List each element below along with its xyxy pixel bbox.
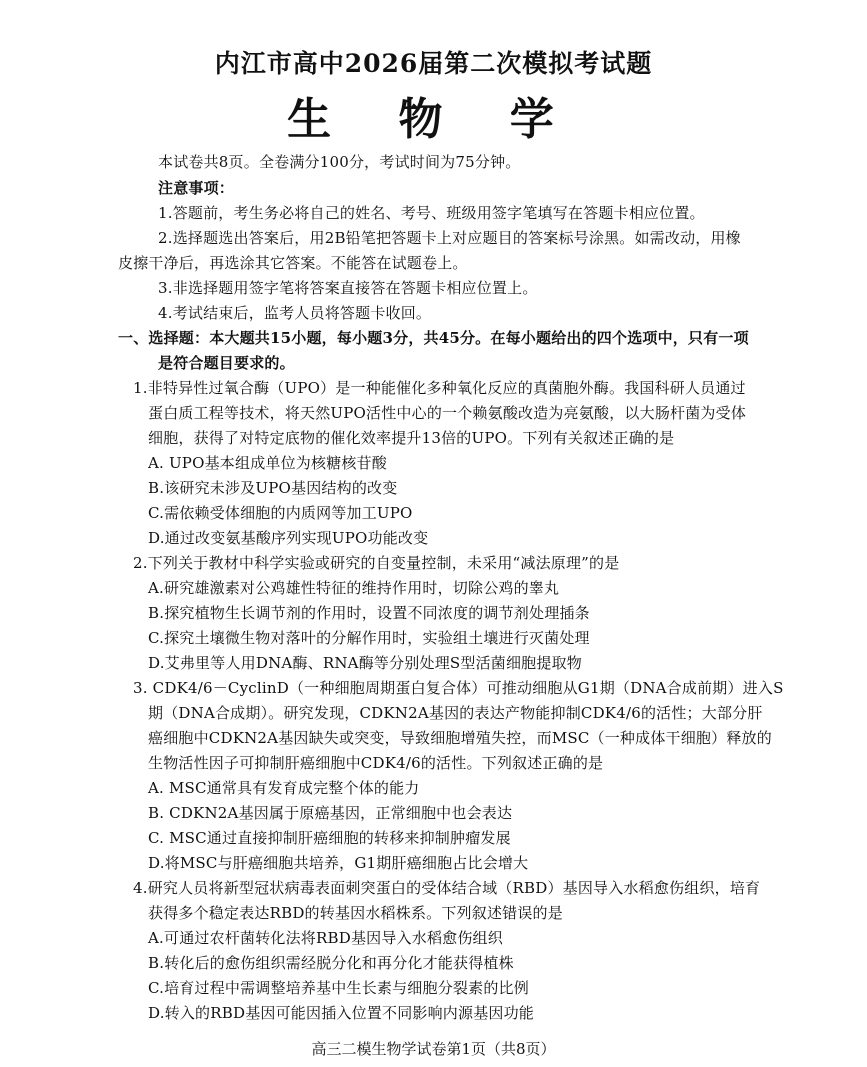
question-stem: 1.非特异性过氧合酶（UPO）是一种能催化多种氧化反应的真菌胞外酶。我国科研人员通过 xyxy=(133,379,746,397)
question-stem: 期（DNA合成期）。研究发现，CDKN2A基因的表达产物能抑制CDK4/6的活性；大部分肝 xyxy=(148,704,763,722)
answer-option: D.将MSC与肝癌细胞共培养，G1期肝癌细胞占比会增大 xyxy=(148,854,529,872)
question-stem: 获得多个稳定表达RBD的转基因水稻株系。下列叙述错误的是 xyxy=(148,904,563,922)
answer-option: D.通过改变氨基酸序列实现UPO功能改变 xyxy=(148,529,429,547)
notice-item: 4.考试结束后，监考人员将答题卡收回。 xyxy=(158,304,432,322)
question-stem: 2.下列关于教材中科学实验或研究的自变量控制，未采用“减法原理”的是 xyxy=(133,554,620,572)
answer-option: D.转入的RBD基因可能因插入位置不同影响内源基因功能 xyxy=(148,1004,535,1022)
answer-option: A.研究雄激素对公鸡雄性特征的维持作用时，切除公鸡的睾丸 xyxy=(148,579,560,597)
answer-option: C.探究土壤微生物对落叶的分解作用时，实验组土壤进行灭菌处理 xyxy=(148,629,590,647)
answer-option: C.培育过程中需调整培养基中生长素与细胞分裂素的比例 xyxy=(148,979,529,997)
answer-option: A. UPO基本组成单位为核糖核苷酸 xyxy=(148,454,388,472)
answer-option: A.可通过农杆菌转化法将RBD基因导入水稻愈伤组织 xyxy=(148,929,503,947)
answer-option: C.需依赖受体细胞的内质网等加工UPO xyxy=(148,504,413,522)
notice-item: 1.答题前，考生务必将自己的姓名、考号、班级用签字笔填写在答题卡相应位置。 xyxy=(158,204,705,222)
exam-info: 本试卷共8页。全卷满分100分，考试时间为75分钟。 xyxy=(158,153,521,171)
question-stem: 3. CDK4/6－CyclinD（一种细胞周期蛋白复合体）可推动细胞从G1期（DNA合成前期）进入S xyxy=(133,679,784,697)
question-stem: 生物活性因子可抑制肝癌细胞中CDK4/6的活性。下列叙述正确的是 xyxy=(148,754,604,772)
question-stem: 蛋白质工程等技术，将天然UPO活性中心的一个赖氨酸改造为亮氨酸，以大肠杆菌为受体 xyxy=(148,404,747,422)
answer-option: B.探究植物生长调节剂的作用时，设置不同浓度的调节剂处理插条 xyxy=(148,604,590,622)
notice-item: 2.选择题选出答案后，用2B铅笔把答题卡上对应题目的答案标号涂黑。如需改动，用橡 xyxy=(158,229,741,247)
notice-item: 皮擦干净后，再选涂其它答案。不能答在试题卷上。 xyxy=(118,254,468,272)
subject-title: 生 物 学 xyxy=(287,94,580,145)
section-heading: 是符合题目要求的。 xyxy=(158,354,295,372)
answer-option: C. MSC通过直接抑制肝癌细胞的转移来抑制肿瘤发展 xyxy=(148,829,511,847)
answer-option: B.该研究未涉及UPO基因结构的改变 xyxy=(148,479,398,497)
question-stem: 细胞，获得了对特定底物的催化效率提升13倍的UPO。下列有关叙述正确的是 xyxy=(148,429,675,447)
notice-item: 3.非选择题用签字笔将答案直接答在答题卡相应位置上。 xyxy=(158,279,538,297)
section-heading: 一、选择题：本大题共15小题，每小题3分，共45分。在每小题给出的四个选项中，只有一项 xyxy=(118,329,749,347)
answer-option: B. CDKN2A基因属于原癌基因，正常细胞中也会表达 xyxy=(148,804,513,822)
exam-title: 内江市高中2026届第二次模拟考试题 xyxy=(214,49,653,78)
question-stem: 4.研究人员将新型冠状病毒表面刺突蛋白的受体结合域（RBD）基因导入水稻愈伤组织，培育 xyxy=(133,879,761,897)
answer-option: B.转化后的愈伤组织需经脱分化和再分化才能获得植株 xyxy=(148,954,514,972)
notice-heading: 注意事项： xyxy=(158,179,235,197)
question-stem: 癌细胞中CDKN2A基因缺失或突变，导致细胞增殖失控，而MSC（一种成体干细胞）释放的 xyxy=(148,729,772,747)
answer-option: A. MSC通常具有发育成完整个体的能力 xyxy=(148,779,420,797)
page-footer: 高三二模生物学试卷第1页（共8页） xyxy=(311,1040,556,1058)
answer-option: D.艾弗里等人用DNA酶、RNA酶等分别处理S型活菌细胞提取物 xyxy=(148,654,582,672)
